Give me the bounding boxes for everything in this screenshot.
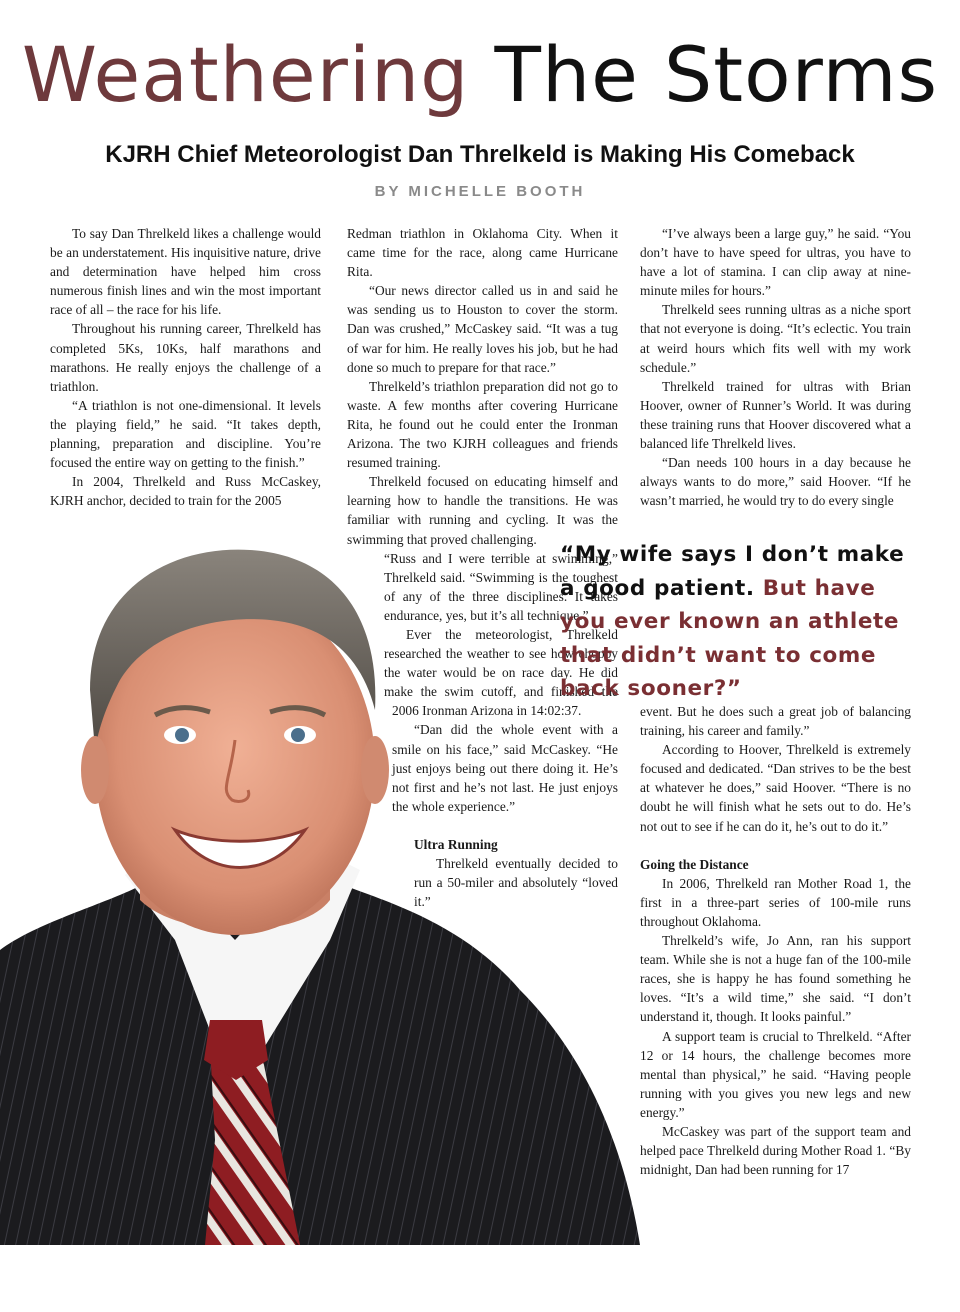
paragraph: Threlkeld focused on educating himself and learning how to handle the transitions. He was familiar with running and cycling. It was the swimming that proved challenging.: [347, 474, 618, 547]
column-3-top: [640, 224, 911, 510]
pull-quote-part-2: But have you ever known an athlete that didn’t want to come back sooner?”: [560, 575, 900, 701]
paragraph: Threlkeld eventually decided to run a 50-miler and absolutely “loved it.”: [414, 856, 618, 910]
paragraph: In 2006, Threlkeld ran Mother Road 1, the first in a three-part series of 100-mile runs throughout Oklahoma.: [640, 875, 911, 929]
paragraph: Threlkeld sees running ultras as a niche sport that not everyone is doing. “It’s eclectic. You train at weird hours which fits well with my work schedule.”: [640, 302, 911, 375]
paragraph: To say Dan Threlkeld likes a challenge would be an understatement. His inquisitive nature, drive and determination have helped him cross numerous finish lines and win the most important race of all – the race for his life.: [50, 226, 321, 318]
paragraph: “Dan needs 100 hours in a day because he always wants to do more,” said Hoover. “If he wasn’t married, he would try to do every single: [640, 455, 911, 509]
paragraph: Ever the meteorologist, Threlkeld researched the weather to see how choppy the water would be on race day. He did make the swim cutoff, and finished the 2006 Ironman Arizona in 14:02:37.: [384, 626, 618, 719]
paragraph: In 2004, Threlkeld and Russ McCaskey, KJRH anchor, decided to train for the 2005: [50, 474, 321, 509]
paragraph: Threlkeld’s wife, Jo Ann, ran his support team. While she is not a huge fan of the 100-mile races, she is happy he has found something he loves. “It’s a wild time,” she said. “I don’t understand it, though. It looks painful.”: [640, 933, 911, 1025]
article-title: [0, 30, 960, 120]
paragraph: Redman triathlon in Oklahoma City. When it came time for the race, along came Hurricane Rita.: [347, 226, 618, 280]
section-heading-ultra-running: Ultra Running: [414, 836, 498, 852]
paragraph: “Dan did the whole event with a smile on his face,” said McCaskey. “He just enjoys being out there doing it. He’s not first and he’s not last. He just enjoys the whole experience.”: [392, 722, 618, 814]
paragraph: Threlkeld trained for ultras with Brian Hoover, owner of Runner’s World. It was during these training runs that Hoover discovered what a balanced life Threlkeld lives.: [640, 378, 911, 452]
section-heading-going-the-distance: Going the Distance: [640, 856, 749, 872]
paragraph: “Our news director called us in and said he was sending us to Houston to cover the storm. Dan was crushed,” McCaskey said. “It was a tug of war for him. He really loves his job, but he had done so much to prepare for that race.”: [347, 283, 618, 375]
paragraph: “Russ and I were terrible at swimming,” Threlkeld said. “Swimming is the toughest of any of the three disciplines. It takes endurance, yes, but it’s all technique.”: [384, 550, 618, 623]
title-part-1: Weathering: [21, 30, 470, 119]
article-subtitle: KJRH Chief Meteorologist Dan Threlkeld is Making His Comeback: [105, 141, 855, 168]
byline: BY MICHELLE BOOTH: [374, 183, 586, 200]
column-1: [50, 224, 321, 510]
paragraph: A support team is crucial to Threlkeld. “After 12 or 14 hours, the challenge becomes more mental than physical,” he said. “Having people running with you gives you new legs and new energy.”: [640, 1028, 911, 1120]
paragraph: McCaskey was part of the support team and helped pace Threlkeld during Mother Road 1. “By midnight, Dan had been running for 17: [640, 1123, 911, 1178]
paragraph: Threlkeld’s triathlon preparation did not go to waste. A few months after covering Hurricane Rita, he found out he could enter the Ironman Arizona. The two KJRH colleagues and friends resumed training.: [347, 378, 618, 471]
column-3-bottom: [640, 702, 911, 1179]
paragraph: “A triathlon is not one-dimensional. It levels the playing field,” he said. “It takes depth, planning, preparation and discipline. You’re focused the entire way on getting to the finish.”: [50, 397, 321, 471]
paragraph: “I’ve always been a large guy,” he said. “You don’t have to have speed for ultras, you have to have a lot of stamina. I can clip away at nine-minute miles for hours.”: [640, 226, 911, 299]
paragraph: According to Hoover, Threlkeld is extremely focused and dedicated. “Dan strives to be the best at whatever he does,” said Hoover. “There is no doubt he will finish what he sets out to do. He’s not out to see if he can do it, he’s out to do it.”: [640, 742, 911, 834]
paragraph: Throughout his running career, Threlkeld has completed 5Ks, 10Ks, half marathons and marathons. He really enjoys the challenge of a triathlon.: [50, 321, 321, 394]
portrait-photo: [0, 520, 640, 1245]
paragraph: event. But he does such a great job of balancing training, his career and family.”: [640, 704, 911, 739]
title-part-2: The Storms: [494, 30, 939, 119]
pull-quote-part-1: “My wife says I don’t make a good patient.: [560, 542, 905, 601]
